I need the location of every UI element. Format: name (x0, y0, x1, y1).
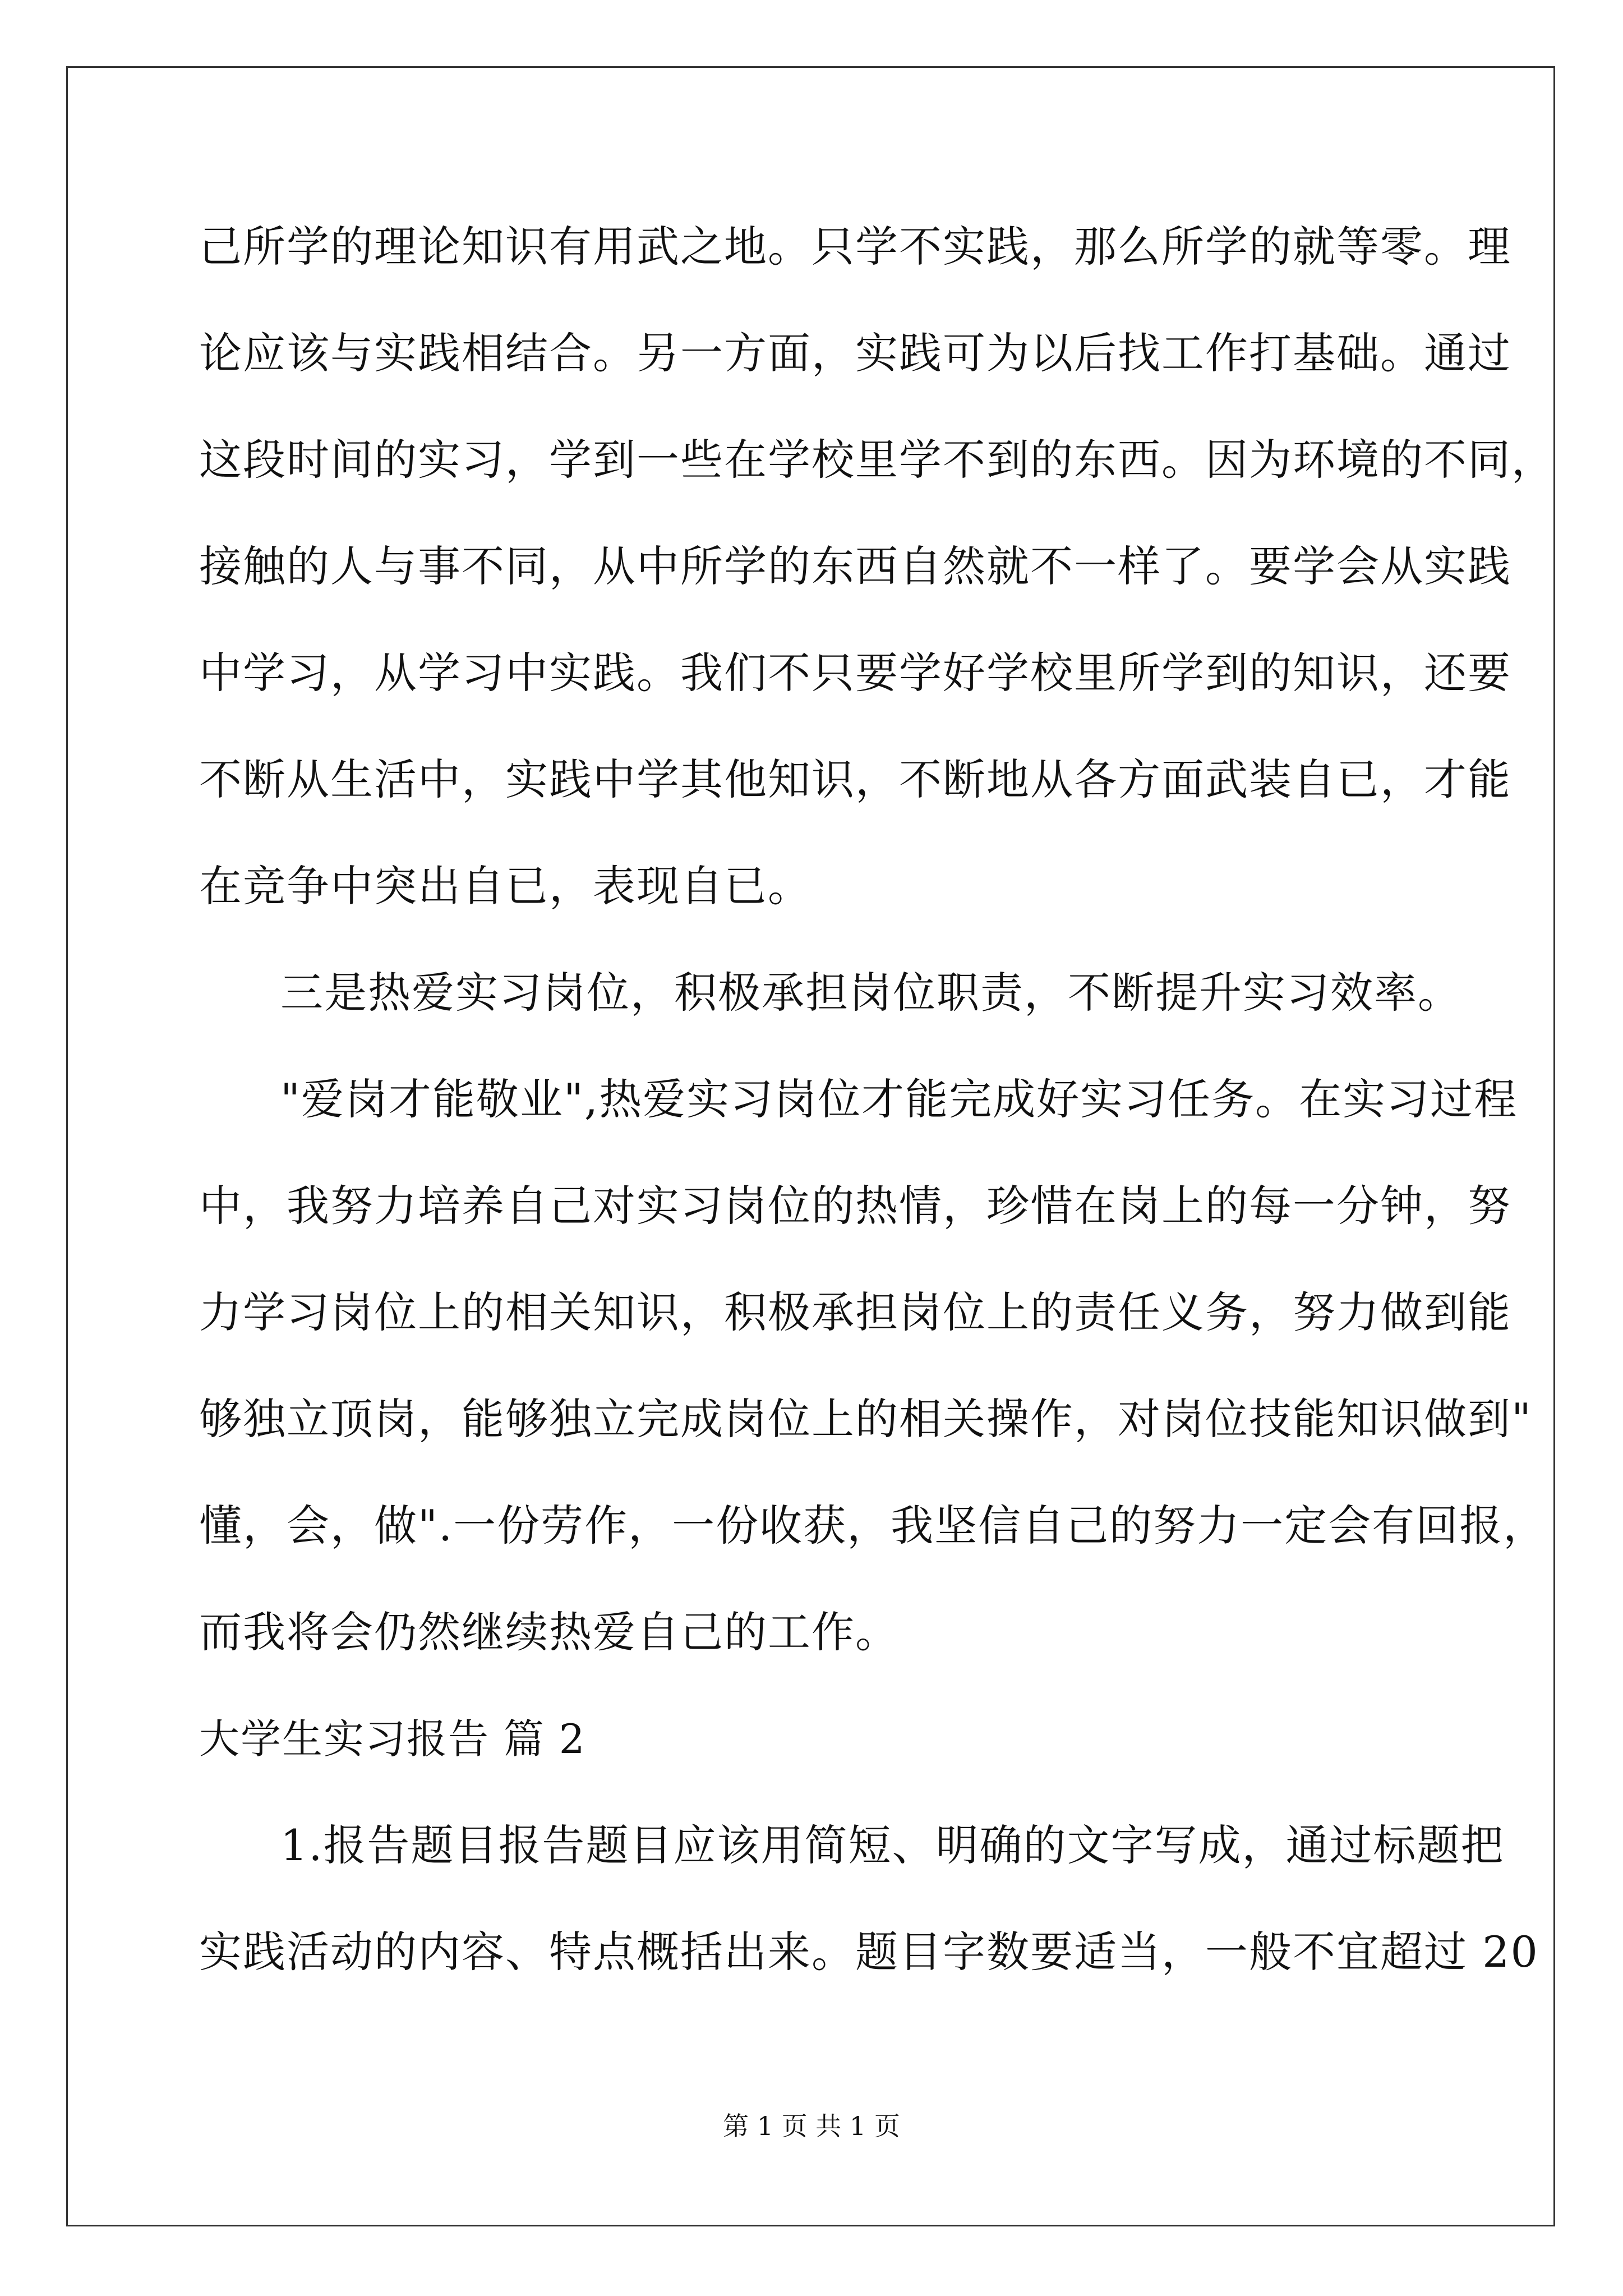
page-border (66, 66, 1555, 2226)
paragraph-first-line: 1.报告题目报告题目应该用简短、明确的文字写成，通过标题把 (280, 1820, 1505, 1870)
body-text-line: 中，我努力培养自己对实习岗位的热情，珍惜在岗上的每一分钟，努 (199, 1181, 1511, 1231)
paragraph-first-line: 三是热爱实习岗位，积极承担岗位职责，不断提升实习效率。 (280, 968, 1461, 1018)
body-text-line: 不断从生活中，实践中学其他知识，不断地从各方面武装自已，才能 (199, 754, 1511, 804)
body-text-line: 在竞争中突出自已，表现自已。 (199, 861, 811, 911)
body-text-line: 力学习岗位上的相关知识，积极承担岗位上的责任义务，努力做到能 (199, 1287, 1511, 1337)
body-text-line: 这段时间的实习，学到一些在学校里学不到的东西。因为环境的不同， (199, 435, 1555, 485)
body-text-line: 实践活动的内容、特点概括出来。题目字数要适当，一般不宜超过 20 (199, 1927, 1539, 1977)
body-text-line: 懂，会，做".一份劳作，一份收获，我坚信自己的努力一定会有回报， (199, 1501, 1547, 1550)
paragraph-first-line: "爱岗才能敬业",热爱实习岗位才能完成好实习任务。在实习过程 (280, 1074, 1518, 1124)
body-text-line: 接触的人与事不同，从中所学的东西自然就不一样了。要学会从实践 (199, 541, 1511, 591)
body-text-line: 而我将会仍然继续热爱自己的工作。 (199, 1607, 899, 1657)
page-footer: 第 1 页 共 1 页 (723, 2111, 900, 2141)
body-text-line: 够独立顶岗，能够独立完成岗位上的相关操作，对岗位技能知识做到" (199, 1394, 1532, 1444)
body-text-line: 论应该与实践相结合。另一方面，实践可为以后找工作打基础。通过 (199, 328, 1511, 378)
body-text-line: 己所学的理论知识有用武之地。只学不实践，那么所学的就等零。理 (199, 222, 1511, 272)
section-heading: 大学生实习报告 篇 2 (199, 1715, 586, 1763)
body-text-line: 中学习，从学习中实践。我们不只要学好学校里所学到的知识，还要 (199, 648, 1511, 698)
